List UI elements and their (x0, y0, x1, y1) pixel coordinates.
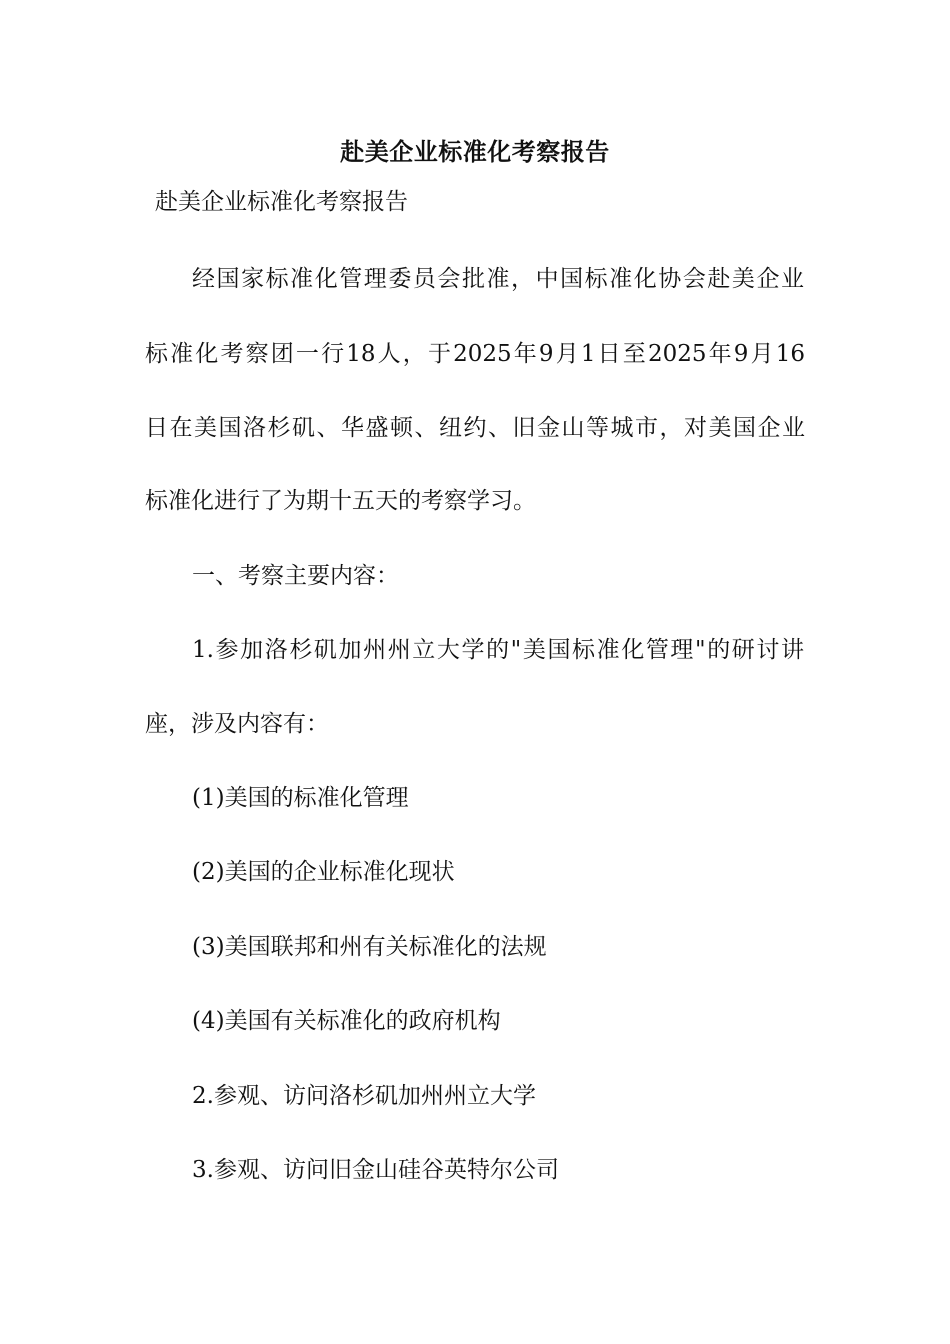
item-1-line-2: 座，涉及内容有： (145, 711, 329, 737)
subitem-3: (3)美国联邦和州有关标准化的法规 (192, 934, 547, 960)
section-heading: 一、考察主要内容： (192, 563, 399, 589)
subitem-1: (1)美国的标准化管理 (192, 785, 409, 811)
document-title: 赴美企业标准化考察报告 (340, 137, 610, 166)
intro-paragraph-line-2: 标准化考察团一行18人，于2025年9月1日至2025年9月16 (145, 341, 805, 367)
subitem-4: (4)美国有关标准化的政府机构 (192, 1008, 501, 1034)
document-subtitle: 赴美企业标准化考察报告 (155, 189, 408, 215)
item-1-line-1: 1.参加洛杉矶加州州立大学的"美国标准化管理"的研讨讲 (192, 637, 804, 663)
intro-paragraph-line-3: 日在美国洛杉矶、华盛顿、纽约、旧金山等城市，对美国企业 (145, 415, 805, 441)
intro-paragraph-line-1: 经国家标准化管理委员会批准，中国标准化协会赴美企业 (192, 266, 804, 292)
item-3: 3.参观、访问旧金山硅谷英特尔公司 (192, 1157, 559, 1183)
intro-paragraph-line-4: 标准化进行了为期十五天的考察学习。 (145, 488, 536, 514)
item-2: 2.参观、访问洛杉矶加州州立大学 (192, 1083, 536, 1109)
subitem-2: (2)美国的企业标准化现状 (192, 859, 455, 885)
